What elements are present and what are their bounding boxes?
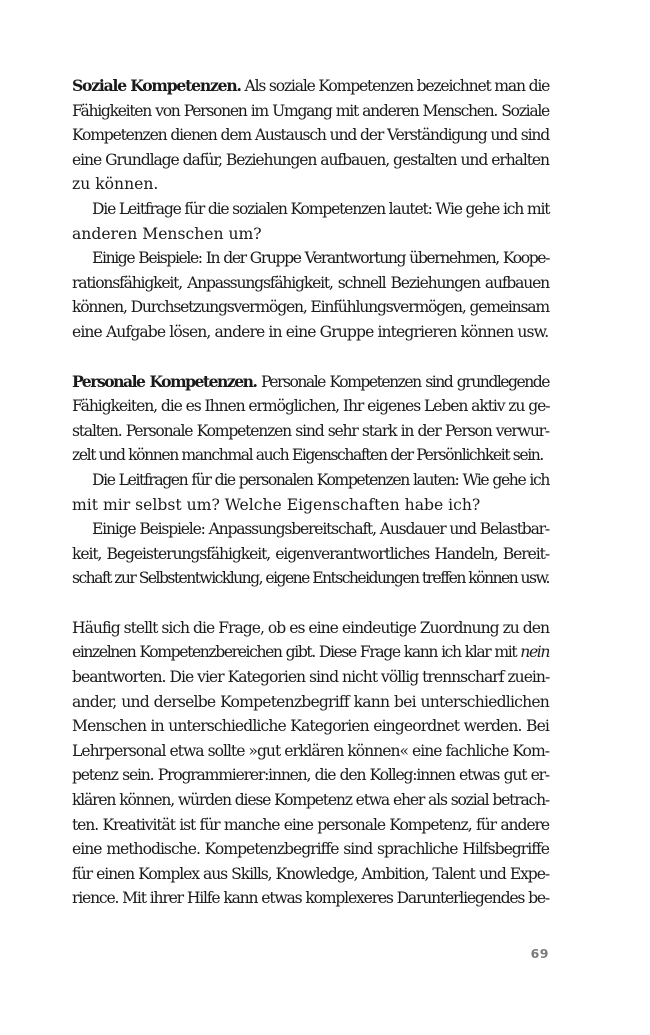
text-line: Die Leitfrage für die sozialen Kompetenzen lautet: Wie gehe ich mit [92, 199, 550, 218]
text-line: zu können. [72, 175, 159, 194]
text-line: eine Grundlage dafür, Beziehungen aufbauen, gestalten und erhalten [72, 150, 549, 169]
text-line: ten. Kreativität ist für manche eine personale Kompetenz, für andere [72, 815, 549, 834]
section-heading: Personale Kompetenzen. [72, 371, 257, 391]
text-line: mit mir selbst um? Welche Eigenschaften habe ich? [72, 495, 481, 514]
text-line: Soziale Kompetenzen. Als soziale Kompetenzen bezeichnet man die [72, 76, 550, 95]
text-line: zelt und können manchmal auch Eigenschaften der Persönlichkeit sein. [72, 446, 543, 465]
section-social-competences [72, 74, 549, 345]
text-line: beantworten. Die vier Kategorien sind nicht völlig trennscharf zuein- [72, 668, 550, 687]
text-line: Fähigkeiten, die es Ihnen ermöglichen, Ihr eigenes Leben aktiv zu ge- [72, 397, 550, 416]
text-line: keit, Begeisterungsfähigkeit, eigenverantwortliches Handeln, Bereit- [72, 544, 549, 563]
text-line: Einige Beispiele: In der Gruppe Verantwortung übernehmen, Koope- [92, 249, 549, 268]
page-body [72, 74, 549, 911]
section-gap [72, 591, 549, 616]
text-line: klären können, würden diese Kompetenz etwa eher als sozial betrach- [72, 791, 549, 810]
text-line: anderen Menschen um? [72, 224, 262, 243]
text-line: Lehrpersonal etwa sollte »gut erklären können« eine fachliche Kom- [72, 741, 549, 760]
text-line: ander, und derselbe Kompetenzbegriff kann bei unterschiedlichen [72, 692, 549, 711]
text-line: schaft zur Selbstentwicklung, eigene Entscheidungen treffen können usw. [72, 569, 549, 588]
text-line: petenz sein. Programmierer:innen, die den Kolleg:innen etwas gut er- [72, 766, 549, 785]
text-line: eine methodische. Kompetenzbegriffe sind sprachliche Hilfsbegriffe [72, 840, 549, 859]
section-heading: Soziale Kompetenzen. [72, 76, 241, 95]
section-classification [72, 616, 549, 911]
text-line: Die Leitfragen für die personalen Kompetenzen lauten: Wie gehe ich [92, 470, 549, 489]
text-line: stalten. Personale Kompetenzen sind sehr stark in der Person verwur- [72, 421, 549, 440]
section-gap [72, 345, 549, 370]
text-line: Einige Beispiele: Anpassungsbereitschaft, Ausdauer und Belastbar- [92, 520, 549, 539]
text-line: Fähigkeiten von Personen im Umgang mit anderen Menschen. Soziale [72, 101, 549, 120]
text-line: Personale Kompetenzen. Personale Kompetenzen sind grundlegende [72, 371, 549, 391]
text-line: Menschen in unterschiedliche Kategorien eingeordnet werden. Bei [72, 717, 549, 736]
text-line: rationsfähigkeit, Anpassungsfähigkeit, schnell Beziehungen aufbauen [72, 273, 549, 292]
text-line: Häufig stellt sich die Frage, ob es eine eindeutige Zuordnung zu den [72, 618, 550, 637]
text-line: rience. Mit ihrer Hilfe kann etwas komplexeres Darunterliegendes be- [72, 889, 549, 908]
page-number: 69 [530, 946, 549, 961]
text-line: können, Durchsetzungsvermögen, Einfühlungsvermögen, gemeinsam [72, 298, 549, 317]
text-line: für einen Komplex aus Skills, Knowledge, Ambition, Talent und Expe- [72, 864, 549, 883]
text-line: Kompetenzen dienen dem Austausch und der Verständigung und sind [72, 126, 549, 145]
text-line: einzelnen Kompetenzbereichen gibt. Diese Frage kann ich klar mit nein [72, 643, 549, 662]
text-line: eine Aufgabe lösen, andere in eine Gruppe integrieren können usw. [72, 322, 549, 341]
section-personal-competences [72, 370, 549, 591]
emphasis-text: nein [520, 643, 549, 662]
